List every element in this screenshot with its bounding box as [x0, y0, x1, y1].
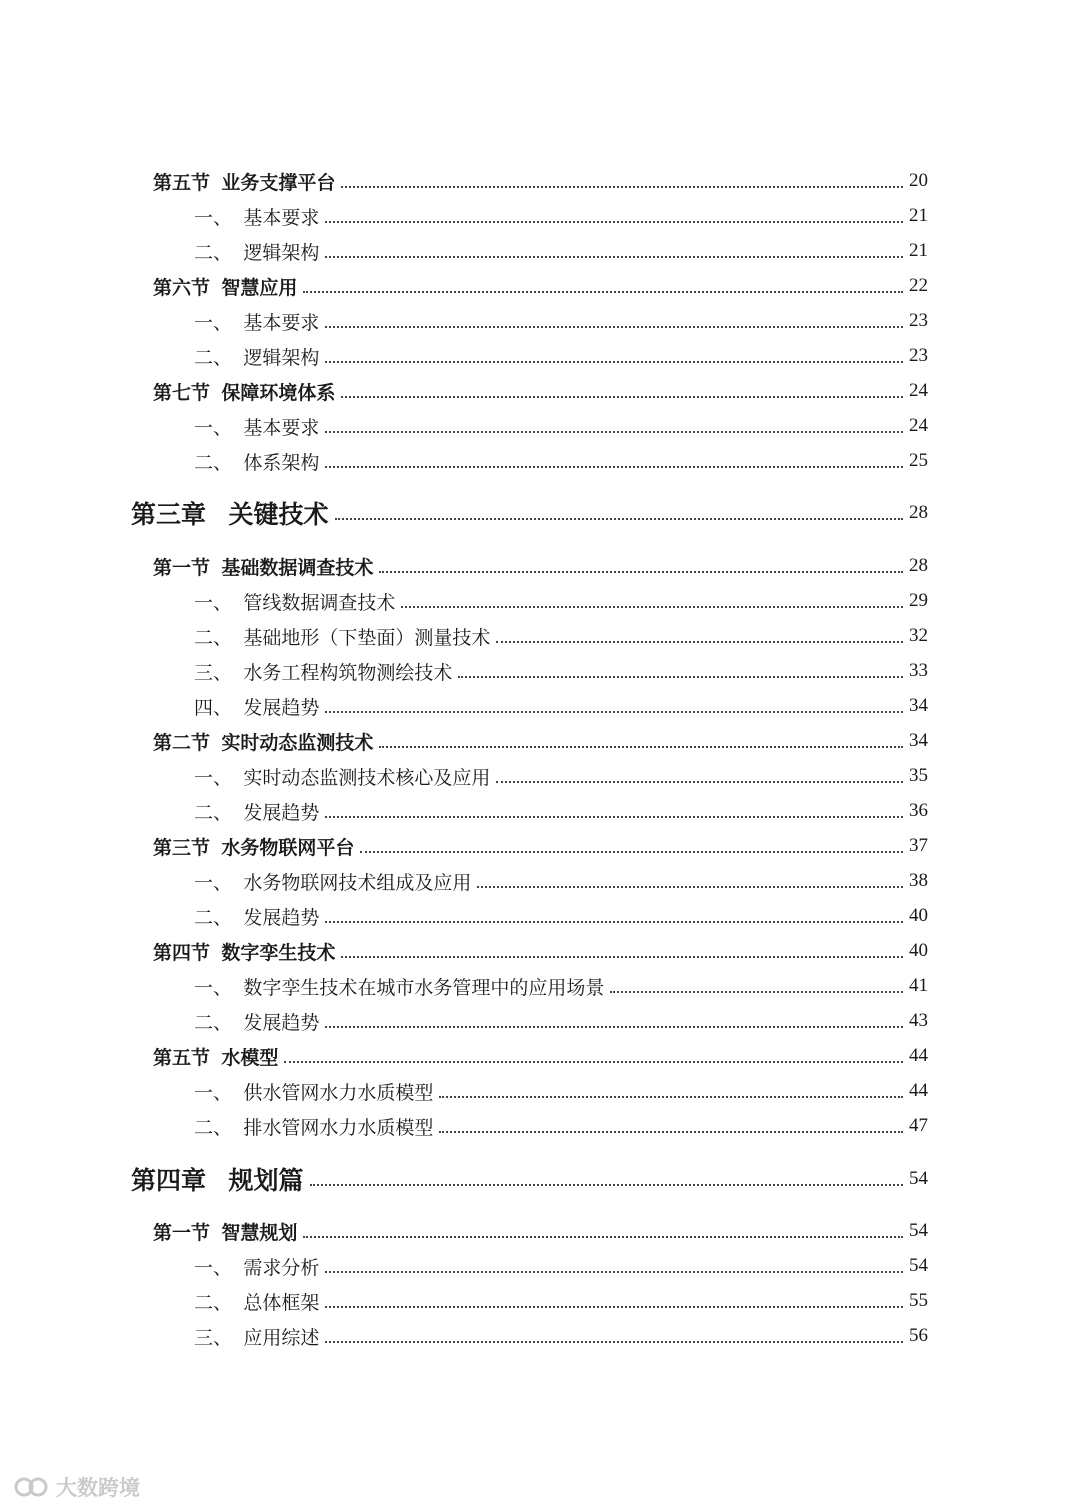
- toc-entry-number: 第五节: [153, 171, 211, 194]
- dot-leader: [379, 746, 903, 748]
- dot-leader: [303, 1236, 903, 1238]
- toc-item-row[interactable]: [194, 866, 928, 896]
- toc-page-number: 44: [909, 1045, 928, 1066]
- toc-entry-title: 智慧应用: [221, 276, 298, 299]
- toc-page-number: 55: [909, 1290, 928, 1311]
- toc-page-number: 54: [909, 1255, 928, 1276]
- dot-leader: [325, 816, 903, 818]
- dot-leader: [458, 676, 903, 678]
- dot-leader: [325, 1026, 903, 1028]
- dot-leader: [325, 1306, 903, 1308]
- toc-entry-number: 第五节: [153, 1046, 211, 1069]
- toc-section-row[interactable]: [153, 831, 928, 861]
- toc-section-row[interactable]: [153, 376, 928, 406]
- toc-entry-title: 基础地形（下垫面）测量技术: [243, 626, 491, 649]
- toc-entry-number: 第二节: [153, 731, 211, 754]
- toc-entry-number: 第四章: [131, 1166, 207, 1195]
- toc-entry-number: 二、: [194, 241, 233, 264]
- toc-item-row[interactable]: [194, 341, 928, 371]
- toc-entry-number: 二、: [194, 451, 233, 474]
- toc-page-number: 56: [909, 1325, 928, 1346]
- toc-section-row[interactable]: [153, 936, 928, 966]
- dot-leader: [325, 361, 903, 363]
- dot-leader: [325, 711, 903, 713]
- toc-page-number: 32: [909, 625, 928, 646]
- toc-page-number: 29: [909, 590, 928, 611]
- toc-entry-number: 一、: [194, 206, 233, 229]
- toc-entry-title: 实时动态监测技术核心及应用: [243, 766, 491, 789]
- toc-page-number: 34: [909, 730, 928, 751]
- toc-section-row[interactable]: [153, 726, 928, 756]
- toc-page-number: 44: [909, 1080, 928, 1101]
- toc-page-number: 47: [909, 1115, 928, 1136]
- toc-entry-number: 第三章: [131, 500, 207, 529]
- toc-page-number: 43: [909, 1010, 928, 1031]
- toc-page-number: 21: [909, 205, 928, 226]
- toc-page-number: 24: [909, 415, 928, 436]
- dot-leader: [325, 921, 903, 923]
- dot-leader: [341, 186, 903, 188]
- toc-entry-title: 逻辑架构: [243, 241, 320, 264]
- toc-entry-number: 一、: [194, 1081, 233, 1104]
- toc-section-row[interactable]: [153, 1041, 928, 1071]
- toc-page-number: 40: [909, 940, 928, 961]
- dot-leader: [401, 606, 903, 608]
- toc-item-row[interactable]: [194, 586, 928, 616]
- toc-entry-number: 二、: [194, 346, 233, 369]
- toc-section-row[interactable]: [153, 551, 928, 581]
- toc-entry-title: 供水管网水力水质模型: [243, 1081, 434, 1104]
- toc-item-row[interactable]: [194, 1321, 928, 1351]
- toc-page-number: 54: [909, 1220, 928, 1241]
- dot-leader: [496, 641, 903, 643]
- toc-entry-title: 基本要求: [243, 206, 320, 229]
- toc-section-row[interactable]: [153, 1216, 928, 1246]
- toc-entry-title: 水务物联网平台: [221, 836, 355, 859]
- dot-leader: [610, 991, 903, 993]
- toc-item-row[interactable]: [194, 971, 928, 1001]
- toc-page-number: 41: [909, 975, 928, 996]
- toc-entry-title: 体系架构: [243, 451, 320, 474]
- toc-entry-title: 水模型: [221, 1046, 279, 1069]
- toc-page-number: 21: [909, 240, 928, 261]
- toc-page-number: 23: [909, 310, 928, 331]
- toc-entry-number: 三、: [194, 661, 233, 684]
- toc-entry-number: 一、: [194, 871, 233, 894]
- dot-leader: [360, 851, 903, 853]
- toc-entry-title: 发展趋势: [243, 906, 320, 929]
- toc-item-row[interactable]: [194, 236, 928, 266]
- dot-leader: [284, 1061, 903, 1063]
- toc-entry-title: 总体框架: [243, 1291, 320, 1314]
- toc-section-row[interactable]: [153, 271, 928, 301]
- toc-entry-title: 实时动态监测技术: [221, 731, 374, 754]
- toc-item-row[interactable]: [194, 306, 928, 336]
- toc-entry-title: 发展趋势: [243, 801, 320, 824]
- toc-entry-number: 二、: [194, 801, 233, 824]
- toc-entry-number: 第六节: [153, 276, 211, 299]
- toc-entry-title: 排水管网水力水质模型: [243, 1116, 434, 1139]
- toc-entry-title: 基本要求: [243, 311, 320, 334]
- toc-entry-number: 一、: [194, 416, 233, 439]
- toc-entry-number: 第四节: [153, 941, 211, 964]
- toc-entry-title: 管线数据调查技术: [243, 591, 396, 614]
- toc-entry-number: 四、: [194, 696, 233, 719]
- toc-entry-title: 数字孪生技术: [221, 941, 336, 964]
- dot-leader: [379, 571, 903, 573]
- toc-entry-title: 发展趋势: [243, 1011, 320, 1034]
- dot-leader: [341, 396, 903, 398]
- toc-page-number: 23: [909, 345, 928, 366]
- toc-page-number: 22: [909, 275, 928, 296]
- toc-entry-title: 需求分析: [243, 1256, 320, 1279]
- toc-entry-title: 保障环境体系: [221, 381, 336, 404]
- toc-page-number: 25: [909, 450, 928, 471]
- dot-leader: [325, 431, 903, 433]
- toc-entry-title: 关键技术: [228, 500, 329, 529]
- toc-entry-number: 一、: [194, 311, 233, 334]
- toc-item-row[interactable]: [194, 691, 928, 721]
- toc-entry-title: 智慧规划: [221, 1221, 298, 1244]
- toc-page-number: 37: [909, 835, 928, 856]
- toc-entry-number: 三、: [194, 1326, 233, 1349]
- toc-page-number: 36: [909, 800, 928, 821]
- toc-item-row[interactable]: [194, 656, 928, 686]
- toc-page-number: 35: [909, 765, 928, 786]
- toc-entry-title: 发展趋势: [243, 696, 320, 719]
- toc-item-row[interactable]: [194, 1286, 928, 1316]
- toc-item-row[interactable]: [194, 446, 928, 476]
- toc-page-number: 54: [909, 1168, 928, 1189]
- dot-leader: [496, 781, 903, 783]
- toc-item-row[interactable]: [194, 796, 928, 826]
- dot-leader: [325, 1271, 903, 1273]
- toc-item-row[interactable]: [194, 201, 928, 231]
- toc-item-row[interactable]: [194, 1251, 928, 1281]
- toc-item-row[interactable]: [194, 1006, 928, 1036]
- toc-page-number: 20: [909, 170, 928, 191]
- dot-leader: [303, 291, 903, 293]
- toc-entry-title: 业务支撑平台: [221, 171, 336, 194]
- dot-leader: [325, 326, 903, 328]
- toc-entry-title: 水务工程构筑物测绘技术: [243, 661, 453, 684]
- toc-page-number: 24: [909, 380, 928, 401]
- toc-entry-number: 第一节: [153, 556, 211, 579]
- toc-entry-number: 二、: [194, 1291, 233, 1314]
- toc-entry-number: 二、: [194, 906, 233, 929]
- toc-entry-title: 基本要求: [243, 416, 320, 439]
- toc-page-number: 28: [909, 555, 928, 576]
- toc-entry-number: 一、: [194, 591, 233, 614]
- toc-item-row[interactable]: [194, 1076, 928, 1106]
- dot-leader: [325, 221, 903, 223]
- toc-page-number: 40: [909, 905, 928, 926]
- toc-chapter-row[interactable]: [131, 1161, 928, 1197]
- toc-entry-number: 一、: [194, 766, 233, 789]
- dot-leader: [439, 1131, 903, 1133]
- toc-item-row[interactable]: [194, 1111, 928, 1141]
- toc-item-row[interactable]: [194, 621, 928, 651]
- dot-leader: [325, 1341, 903, 1343]
- toc-entry-number: 一、: [194, 1256, 233, 1279]
- toc-entry-number: 第七节: [153, 381, 211, 404]
- toc-item-row[interactable]: [194, 411, 928, 441]
- watermark-text: 大数跨境: [56, 1476, 140, 1500]
- toc-page-number: 38: [909, 870, 928, 891]
- toc-entry-title: 基础数据调查技术: [221, 556, 374, 579]
- toc-page-number: 28: [909, 502, 928, 523]
- dot-leader: [477, 886, 903, 888]
- toc-page-number: 33: [909, 660, 928, 681]
- toc-chapter-row[interactable]: [131, 495, 928, 531]
- toc-entry-number: 二、: [194, 626, 233, 649]
- double-circle-logo-icon: [12, 1476, 52, 1498]
- toc-entry-number: 第三节: [153, 836, 211, 859]
- dot-leader: [325, 256, 903, 258]
- toc-entry-title: 水务物联网技术组成及应用: [243, 871, 472, 894]
- toc-entry-number: 二、: [194, 1011, 233, 1034]
- dot-leader: [325, 466, 903, 468]
- dot-leader: [310, 1184, 903, 1186]
- watermark: [12, 1472, 140, 1502]
- toc-item-row[interactable]: [194, 901, 928, 931]
- toc-entry-number: 第一节: [153, 1221, 211, 1244]
- toc-entry-title: 数字孪生技术在城市水务管理中的应用场景: [243, 976, 605, 999]
- toc-page-number: 34: [909, 695, 928, 716]
- dot-leader: [439, 1096, 903, 1098]
- toc-entry-number: 一、: [194, 976, 233, 999]
- toc-entry-title: 规划篇: [228, 1166, 304, 1195]
- dot-leader: [335, 518, 903, 520]
- toc-entry-title: 应用综述: [243, 1326, 320, 1349]
- toc-section-row[interactable]: [153, 166, 928, 196]
- toc-item-row[interactable]: [194, 761, 928, 791]
- toc-entry-title: 逻辑架构: [243, 346, 320, 369]
- dot-leader: [341, 956, 903, 958]
- toc-entry-number: 二、: [194, 1116, 233, 1139]
